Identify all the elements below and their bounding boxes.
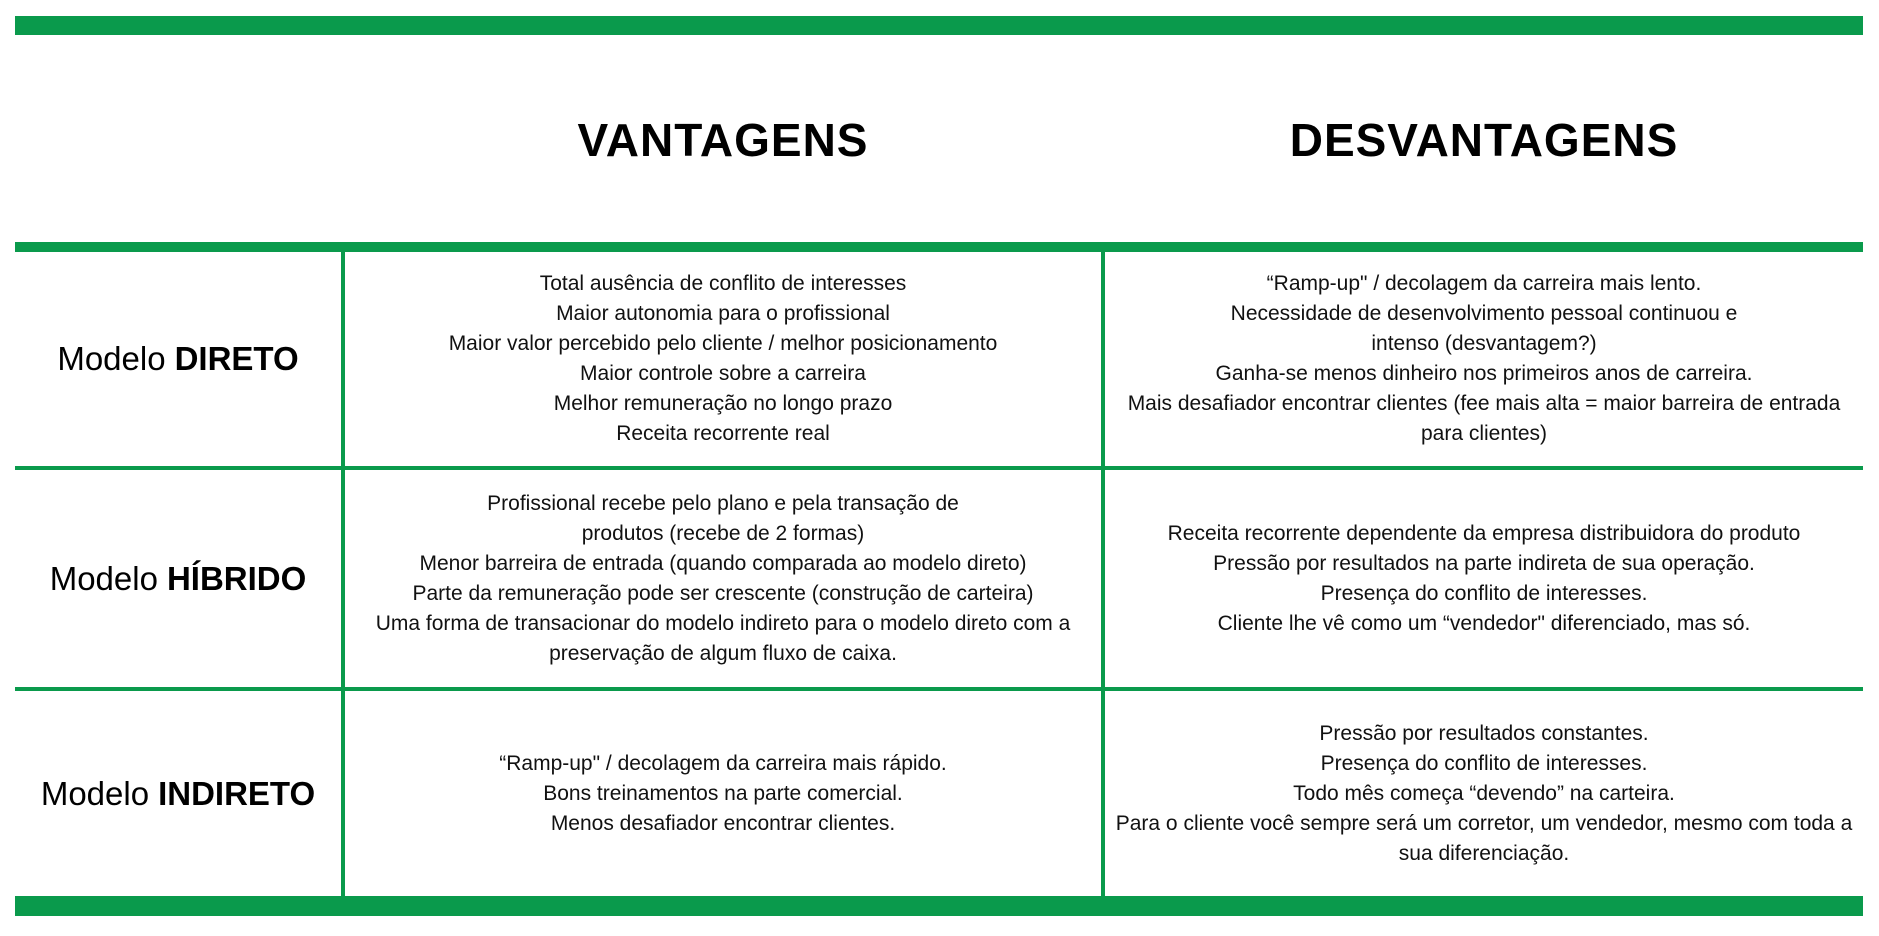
- cell-hibrido-advantages: [345, 470, 1101, 687]
- list-item: “Ramp-up" / decolagem da carreira mais lento.: [1266, 272, 1702, 295]
- list-item: Mais desafiador encontrar clientes (fee mais alta = maior barreira de entrada para clientes): [1127, 392, 1841, 445]
- row-label-model: HÍBRIDO: [166, 559, 307, 597]
- row-label-prefix: Modelo: [40, 774, 150, 812]
- list-item: Necessidade de desenvolvimento pessoal continuou e intenso (desvantagem?): [1230, 302, 1738, 355]
- list-item: Total ausência de conflito de interesses: [539, 272, 907, 295]
- header-green-bar: [15, 242, 1863, 252]
- list-item: “Ramp-up" / decolagem da carreira mais rápido.: [499, 751, 947, 775]
- row-label-model: INDIRETO: [158, 774, 316, 812]
- header-disadvantages: DESVANTAGENS: [1289, 114, 1679, 166]
- list-item: Receita recorrente real: [616, 422, 830, 445]
- list-item: Pressão por resultados constantes.: [1319, 721, 1649, 745]
- row-label-indireto: [15, 691, 341, 896]
- list-item: Cliente lhe vê como um “vendedor" diferenciado, mas só.: [1217, 611, 1751, 635]
- header-advantages: VANTAGENS: [577, 114, 869, 166]
- row-label-prefix: Modelo: [57, 340, 166, 377]
- top-green-bar: [15, 16, 1863, 35]
- list-item: Maior autonomia para o profissional: [556, 302, 890, 325]
- bottom-green-bar: [15, 896, 1863, 916]
- list-item: Parte da remuneração pode ser crescente (construção de carteira): [412, 581, 1034, 605]
- row-label-model: DIRETO: [174, 340, 299, 377]
- list-item: Presença do conflito de interesses.: [1320, 751, 1648, 775]
- list-item: Ganha-se menos dinheiro nos primeiros anos de carreira.: [1215, 362, 1753, 385]
- row-label-hibrido: [15, 470, 341, 687]
- row-label-prefix: Modelo: [49, 559, 158, 597]
- list-item: Maior valor percebido pelo cliente / melhor posicionamento: [448, 332, 998, 355]
- list-item: Maior controle sobre a carreira: [580, 362, 866, 385]
- cell-indireto-advantages: [345, 691, 1101, 896]
- list-item: Todo mês começa “devendo” na carteira.: [1293, 781, 1675, 805]
- cell-direto-advantages: [345, 252, 1101, 466]
- list-item: Receita recorrente dependente da empresa distribuidora do produto: [1167, 521, 1801, 545]
- list-item: Para o cliente você sempre será um corretor, um vendedor, mesmo com toda a sua diferenciação.: [1115, 811, 1853, 865]
- cell-direto-disadvantages: [1105, 252, 1863, 466]
- list-item: Bons treinamentos na parte comercial.: [543, 781, 903, 805]
- cell-indireto-disadvantages: [1105, 691, 1863, 896]
- list-item: Presença do conflito de interesses.: [1320, 581, 1648, 605]
- list-item: Uma forma de transacionar do modelo indireto para o modelo direto com a preservação de algum fluxo de caixa.: [375, 611, 1071, 665]
- cell-hibrido-disadvantages: [1105, 470, 1863, 687]
- list-item: Profissional recebe pelo plano e pela transação de produtos (recebe de 2 formas): [487, 491, 959, 545]
- list-item: Menor barreira de entrada (quando comparada ao modelo direto): [419, 551, 1027, 575]
- list-item: Melhor remuneração no longo prazo: [553, 392, 893, 415]
- row-label-direto: [15, 252, 341, 466]
- list-item: Pressão por resultados na parte indireta de sua operação.: [1213, 551, 1755, 575]
- list-item: Menos desafiador encontrar clientes.: [550, 811, 896, 835]
